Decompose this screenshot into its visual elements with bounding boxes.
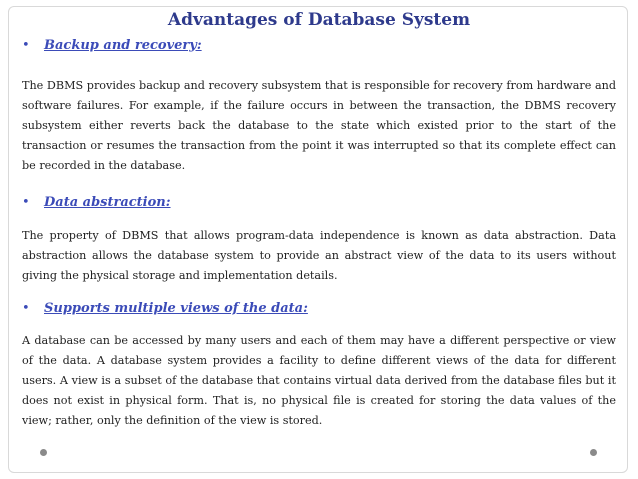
heading-backup-recovery: Backup and recovery: [44, 38, 202, 53]
paragraph-multiple-views: A database can be accessed by many users and each of them may have a different perspective or view of the data. A database system provides a facility to define different views of the data for different users. A view is a subset of the database that contains virtual data derived from the database files but it does not exist in physical form. That is, no physical file is created for storing the data values of the view; rather, only the definition of the view is stored. [22, 334, 616, 427]
corner-dot-right [590, 449, 597, 456]
section-heading-backup [22, 38, 202, 53]
corner-dot-left [40, 449, 47, 456]
paragraph-data-abstraction: The property of DBMS that allows program-data independence is known as data abstraction. Data abstraction allows the database system to provide an abstract view of the data to its users without giving the physical storage and implementation details. [22, 229, 616, 282]
slide-title: Advantages of Database System [167, 10, 471, 30]
paragraph-backup-recovery: The DBMS provides backup and recovery subsystem that is responsible for recovery from hardware and software failures. For example, if the failure occurs in between the transaction, the DBMS recovery subsystem either reverts back the database to the state which existed prior to the start of the transaction or resumes the transaction from the point it was interrupted so that its complete effect can be recorded in the database. [22, 79, 616, 172]
bullet-icon: • [22, 301, 30, 316]
bullet-icon: • [22, 38, 30, 53]
heading-data-abstraction: Data abstraction: [44, 195, 171, 210]
section-heading-views [22, 301, 308, 316]
heading-multiple-views: Supports multiple views of the data: [44, 301, 308, 316]
bullet-icon: • [22, 195, 30, 210]
section-heading-abstraction [22, 195, 171, 210]
